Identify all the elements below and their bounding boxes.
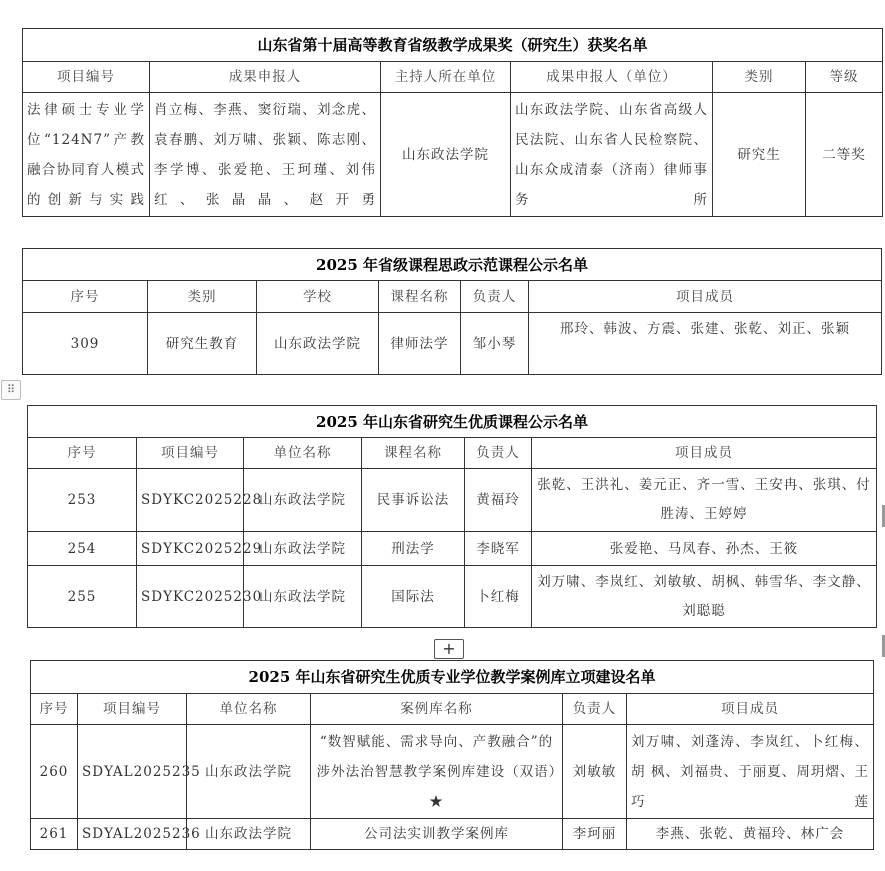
table-case-library: [30, 660, 874, 850]
cell-category: 研究生: [713, 93, 806, 217]
cell-unit: 山东政法学院: [244, 469, 362, 532]
table-quality-courses: [27, 405, 877, 628]
table-title: 2025 年省级课程思政示范课程公示名单: [23, 249, 882, 281]
cell-applicants: 肖立梅、李燕、窦衍瑞、刘念虎、袁春鹏、刘万啸、张颖、陈志刚、李学博、张爱艳、王珂瑾、刘伟红、张晶晶、赵开勇: [150, 93, 381, 217]
column-header: 序号: [23, 281, 148, 313]
cell-code: SDYAL2025235: [78, 725, 187, 819]
table-row: [28, 566, 877, 628]
table-row: [31, 725, 874, 819]
column-header: 项目成员: [529, 281, 882, 313]
column-header: 负责人: [461, 281, 529, 313]
cell-no: 261: [31, 819, 78, 850]
table-row: [28, 532, 877, 566]
cell-no: 255: [28, 566, 137, 628]
column-header: 等级: [806, 62, 883, 93]
cell-leader: 邹小琴: [461, 313, 529, 375]
cell-leader: 刘敏敏: [563, 725, 627, 819]
cell-course: 刑法学: [362, 532, 465, 566]
cell-no: 254: [28, 532, 137, 566]
cell-no: 309: [23, 313, 148, 375]
cell-course: 国际法: [362, 566, 465, 628]
column-header: 序号: [31, 694, 78, 725]
cell-unit: 山东政法学院: [187, 819, 311, 850]
cell-no: 253: [28, 469, 137, 532]
cell-level: 二等奖: [806, 93, 883, 217]
cell-library: 公司法实训教学案例库: [311, 819, 563, 850]
column-header: 项目编号: [78, 694, 187, 725]
cell-category: 研究生教育: [148, 313, 257, 375]
cell-unit: 山东政法学院: [244, 566, 362, 628]
cell-leader: 黄福玲: [465, 469, 532, 532]
cell-members: 刘万啸、刘蓬涛、李岚红、卜红梅、胡 枫、刘福贵、于丽夏、周玥熠、王巧莲: [627, 725, 874, 819]
cell-members: 刘万啸、李岚红、刘敏敏、胡枫、韩雪华、李文静、刘聪聪: [532, 566, 877, 628]
cell-code: SDYAL2025236: [78, 819, 187, 850]
column-header: 类别: [148, 281, 257, 313]
cell-members: 邢玲、韩波、方震、张建、张乾、刘正、张颖: [529, 313, 882, 375]
drag-handle-icon[interactable]: ⠿: [1, 380, 21, 400]
column-header: 课程名称: [362, 438, 465, 469]
cell-code: SDYKC2025230: [137, 566, 244, 628]
cell-code: SDYKC2025229: [137, 532, 244, 566]
column-header: 案例库名称: [311, 694, 563, 725]
cell-members: 李燕、张乾、黄福玲、林广会: [627, 819, 874, 850]
table-teaching-achievement-award: [22, 28, 883, 217]
table-row: [23, 313, 882, 375]
cell-unit: 山东政法学院: [187, 725, 311, 819]
table-title: 2025 年山东省研究生优质课程公示名单: [28, 406, 877, 438]
cell-no: 260: [31, 725, 78, 819]
cell-unit: 山东政法学院: [244, 532, 362, 566]
column-header: 负责人: [465, 438, 532, 469]
table-row: [28, 469, 877, 532]
cell-host: 山东政法学院: [381, 93, 511, 217]
column-header: 单位名称: [244, 438, 362, 469]
column-header: 项目成员: [627, 694, 874, 725]
cell-code: SDYKC2025228: [137, 469, 244, 532]
cell-leader: 卜红梅: [465, 566, 532, 628]
add-row-button[interactable]: +: [434, 639, 464, 659]
column-header: 项目成员: [532, 438, 877, 469]
column-header: 项目编号: [23, 62, 150, 93]
cell-course: 律师法学: [379, 313, 461, 375]
cell-leader: 李珂丽: [563, 819, 627, 850]
cell-school: 山东政法学院: [257, 313, 379, 375]
column-header: 课程名称: [379, 281, 461, 313]
table-row: [31, 819, 874, 850]
column-header: 类别: [713, 62, 806, 93]
column-header: 负责人: [563, 694, 627, 725]
table-title: 山东省第十届高等教育省级教学成果奖（研究生）获奖名单: [23, 29, 883, 62]
column-header: 成果申报人: [150, 62, 381, 93]
column-header: 成果申报人（单位）: [511, 62, 713, 93]
column-header: 主持人所在单位: [381, 62, 511, 93]
cell-members: 张乾、王洪礼、姜元正、齐一雪、王安冉、张琪、付胜涛、王婷婷: [532, 469, 877, 532]
column-header: 单位名称: [187, 694, 311, 725]
cell-units: 山东政法学院、山东省高级人民法院、山东省人民检察院、山东众成清泰（济南）律师事务所: [511, 93, 713, 217]
table-title: 2025 年山东省研究生优质专业学位教学案例库立项建设名单: [31, 661, 874, 694]
cell-library: “数智赋能、需求导向、产教融合”的涉外法治智慧教学案例库建设（双语）★: [311, 725, 563, 819]
cell-leader: 李晓军: [465, 532, 532, 566]
column-header: 序号: [28, 438, 137, 469]
column-header: 学校: [257, 281, 379, 313]
cell-course: 民事诉讼法: [362, 469, 465, 532]
column-header: 项目编号: [137, 438, 244, 469]
table-ideological-course: [22, 248, 882, 375]
cell-members: 张爱艳、马凤春、孙杰、王筱: [532, 532, 877, 566]
table-row: [23, 93, 883, 217]
cell-project: 法律硕士专业学位“124N7”产教融合协同育人模式的创新与实践: [23, 93, 150, 217]
